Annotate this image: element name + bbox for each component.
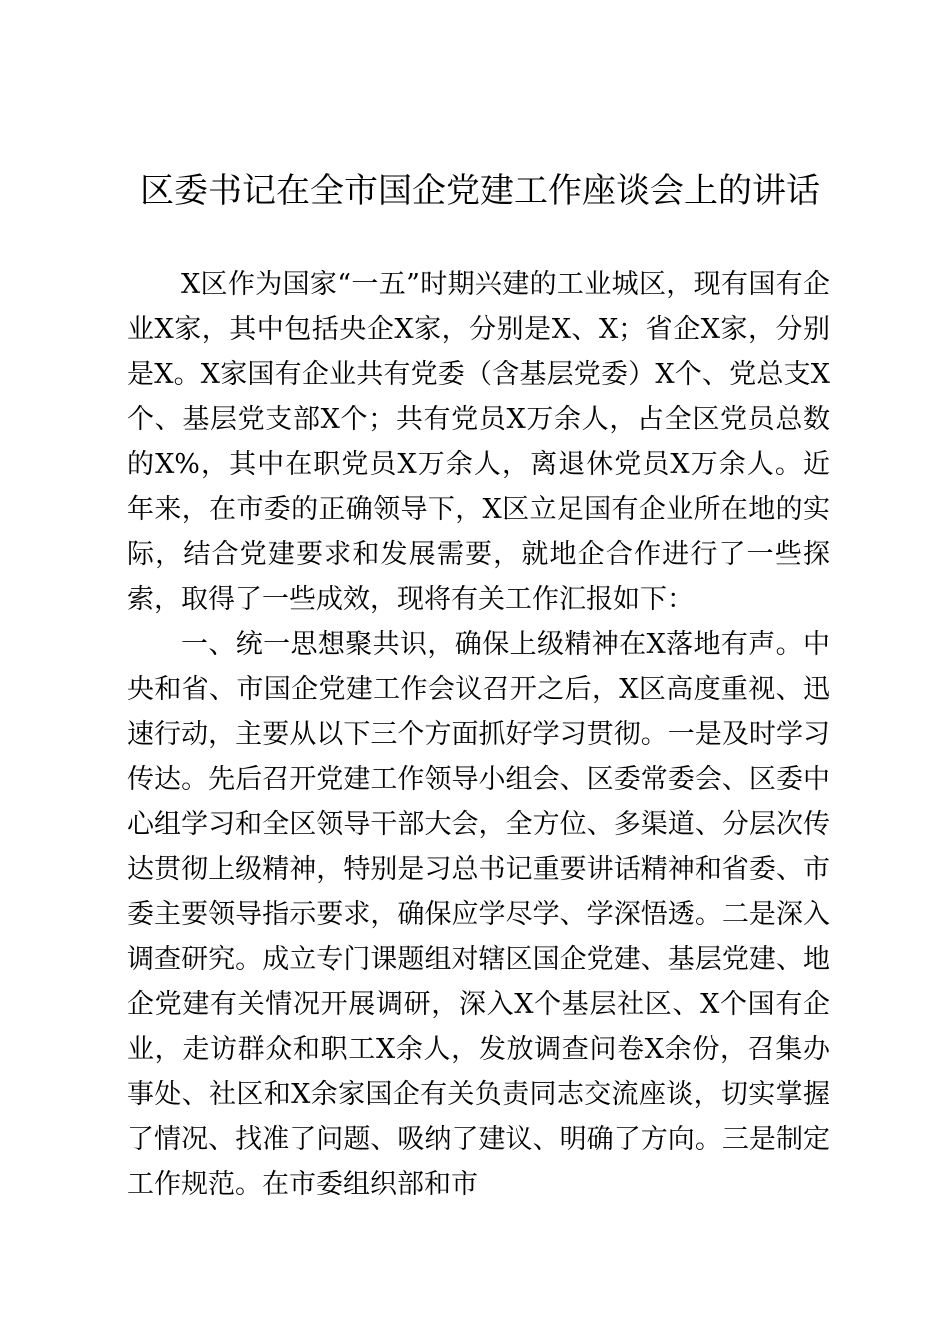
document-body: [127, 262, 830, 1207]
paragraph-intro: X区作为国家“一五”时期兴建的工业城区，现有国有企业X家，其中包括央企X家，分别是X、X；省企X家，分别是X。X家国有企业共有党委（含基层党委）X个、党总支X个、基层党支部X个；共有党员X万余人，占全区党员总数的X%，其中在职党员X万余人，离退休党员X万余人。近年来，在市委的正确领导下，X区立足国有企业所在地的实际，结合党建要求和发展需要，就地企合作进行了一些探索，取得了一些成效，现将有关工作汇报如下：: [127, 269, 830, 615]
document-title: 区委书记在全市国企党建工作座谈会上的讲话: [140, 171, 820, 211]
paragraph-section-one: 一、统一思想聚共识，确保上级精神在X落地有声。中央和省、市国企党建工作会议召开之后，X区高度重视、迅速行动，主要从以下三个方面抓好学习贯彻。一是及时学习传达。先后召开党建工作领导小组会、区委常委会、区委中心组学习和全区领导干部大会，全方位、多渠道、分层次传达贯彻上级精神，特别是习总书记重要讲话精神和省委、市委主要领导指示要求，确保应学尽学、学深悟透。二是深入调查研究。成立专门课题组对辖区国企党建、基层党建、地企党建有关情况开展调研，深入X个基层社区、X个国有企业，走访群众和职工X余人，发放调查问卷X余份，召集办事处、社区和X余家国企有关负责同志交流座谈，切实掌握了情况、找准了问题、吸纳了建议、明确了方向。三是制定工作规范。在市委组织部和市: [127, 629, 830, 1200]
